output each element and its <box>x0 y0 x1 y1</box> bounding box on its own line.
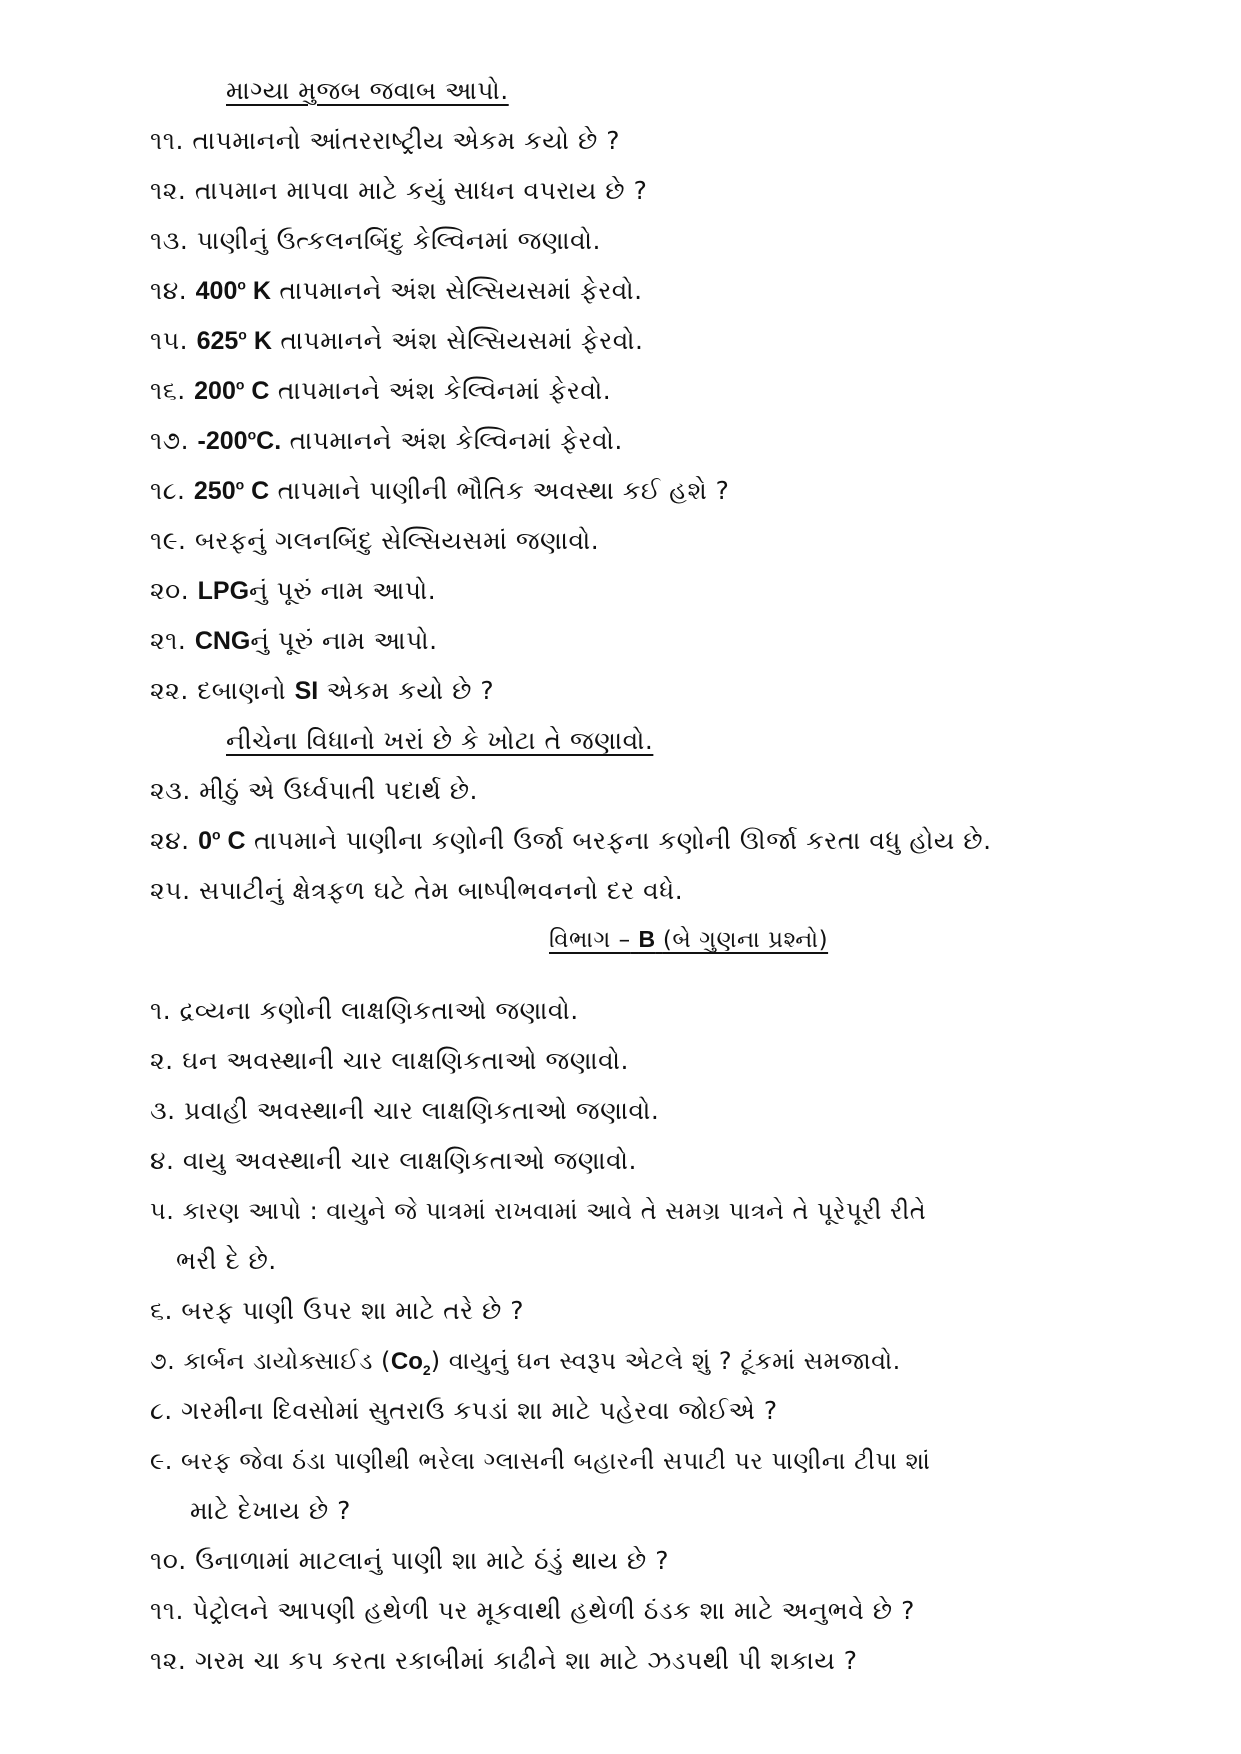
unit-letter: C. <box>256 427 282 455</box>
question-text: તાપમાન માપવા માટે કયું સાધન વપરાય છે ? <box>194 176 648 205</box>
question-number: ૬. <box>150 1296 173 1325</box>
question-a-21 <box>150 624 438 658</box>
question-b-2 <box>150 1044 629 1078</box>
abbreviation: SI <box>294 677 319 705</box>
question-text: મીઠું એ ઉર્ધ્વપાતી પદાર્થ છે. <box>199 776 478 805</box>
question-number: ૧૪. <box>150 276 188 305</box>
section-b-heading <box>549 922 828 957</box>
chemical-formula <box>390 1348 431 1378</box>
question-text: નું પૂરું નામ આપો. <box>250 626 438 655</box>
question-b-5 <box>150 1194 926 1228</box>
question-text: નું પૂરું નામ આપો. <box>249 576 437 605</box>
abbreviation: LPG <box>197 577 250 605</box>
value-number: 200 <box>194 377 236 405</box>
abbreviation: CNG <box>194 627 251 655</box>
question-number: ૯. <box>150 1447 173 1475</box>
section-b-heading-suffix: (બે ગુણના પ્રશ્નો) <box>662 927 829 953</box>
question-b-10 <box>150 1544 669 1578</box>
question-text: ) વાયુનું ઘન સ્વરૂપ એટલે શું ? ટૂંકમાં સમજાવો. <box>430 1347 901 1375</box>
question-number: ૧૧. <box>150 1596 184 1625</box>
question-text: પ્રવાહી અવસ્થાની ચાર લાક્ષણિકતાઓ જણાવો. <box>184 1096 660 1125</box>
question-b-12 <box>150 1644 858 1678</box>
question-number: ૧૮. <box>150 476 186 505</box>
question-a-22 <box>150 674 494 708</box>
degree-sign: o <box>211 826 221 843</box>
question-a-16 <box>150 374 611 408</box>
question-text: તાપમાનને અંશ કેલ્વિનમાં ફેરવો. <box>289 426 623 455</box>
section-b-letter: B <box>638 926 656 952</box>
unit-letter: C <box>251 477 270 505</box>
question-number: ૧૫. <box>150 326 189 355</box>
heading-answer-text: માગ્યા મુજબ જવાબ આપો. <box>226 76 509 105</box>
value-number: -200 <box>197 427 248 455</box>
question-number: ૨૫. <box>150 876 191 905</box>
value-number: 625 <box>196 327 239 355</box>
degree-sign: o <box>237 276 246 293</box>
degree-sign: o <box>235 476 245 493</box>
question-b-1 <box>150 994 579 1028</box>
degree-sign: o <box>247 426 257 443</box>
question-b-9 <box>150 1444 930 1478</box>
question-prefix: દબાણનો <box>197 676 287 705</box>
question-b-4 <box>150 1144 637 1178</box>
question-text: બરફ પાણી ઉપર શા માટે તરે છે ? <box>181 1296 525 1325</box>
question-prefix: કાર્બન ડાયોક્સાઈડ ( <box>183 1347 391 1375</box>
question-text: બરફનું ગલનબિંદુ સેલ્સિયસમાં જણાવો. <box>194 526 600 555</box>
question-text: એકમ કયો છે ? <box>326 676 495 705</box>
question-number: ૨૦. <box>150 576 190 605</box>
question-number: ૧૭. <box>150 426 190 455</box>
heading-true-false-text: નીચેના વિધાનો ખરાં છે કે ખોટા તે જણાવો. <box>226 726 654 755</box>
question-number: ૧૨. <box>150 176 187 205</box>
formula-subscript: 2 <box>422 1361 431 1378</box>
temperature-value <box>198 427 282 455</box>
question-a-14 <box>150 274 643 308</box>
question-number: ૧૨. <box>150 1646 187 1675</box>
temperature-value <box>198 827 245 855</box>
question-a-18 <box>150 474 729 508</box>
question-number: ૮. <box>150 1396 173 1425</box>
question-a-12 <box>150 174 647 208</box>
unit-letter: C <box>227 827 246 855</box>
unit-letter: K <box>252 277 271 305</box>
question-text: તાપમાનને અંશ સેલ્સિયસમાં ફેરવો. <box>280 326 644 355</box>
question-text: તાપમાનને અંશ કેલ્વિનમાં ફેરવો. <box>277 376 612 405</box>
heading-true-false <box>226 724 653 758</box>
value-number: 400 <box>195 277 238 305</box>
question-number: ૧૬. <box>150 376 186 405</box>
question-text: પાણીનું ઉત્કલનબિંદુ કેલ્વિનમાં જણાવો. <box>196 226 601 255</box>
question-b-6 <box>150 1294 524 1328</box>
question-a-20 <box>150 574 436 608</box>
value-number: 0 <box>198 827 212 855</box>
question-number: ૨૪. <box>150 826 190 855</box>
question-number: ૧. <box>150 996 172 1025</box>
question-a-17 <box>150 424 623 458</box>
question-b-7 <box>150 1344 901 1379</box>
question-number: ૧૯. <box>150 526 187 555</box>
question-number: ૨૨. <box>150 676 189 705</box>
question-number: ૫. <box>150 1197 175 1225</box>
question-b-5-continuation <box>176 1244 277 1278</box>
question-text: સપાટીનું ક્ષેત્રફળ ઘટે તેમ બાષ્પીભવનનો દર વધે. <box>199 876 684 905</box>
question-text: ગરમીના દિવસોમાં સુતરાઉ કપડાં શા માટે પહેરવા જોઈએ ? <box>181 1396 778 1425</box>
question-number: ૨. <box>150 1046 174 1075</box>
question-b-11 <box>150 1594 915 1628</box>
heading-answer <box>226 74 509 108</box>
temperature-value <box>194 477 269 505</box>
question-a-19 <box>150 524 599 558</box>
question-a-25 <box>150 874 683 908</box>
question-b-8 <box>150 1394 778 1428</box>
formula-text: Co <box>390 1348 423 1375</box>
question-text: ઘન અવસ્થાની ચાર લાક્ષણિકતાઓ જણાવો. <box>182 1046 629 1075</box>
question-text: તાપમાનનો આંતરરાષ્ટ્રીય એકમ કયો છે ? <box>192 126 621 155</box>
value-number: 250 <box>193 477 236 505</box>
question-number: ૩. <box>150 1096 176 1125</box>
question-text: બરફ જેવા ઠંડા પાણીથી ભરેલા ગ્લાસની બહારની સપાટી પર પાણીના ટીપા શાં <box>180 1447 931 1475</box>
question-text: ગરમ ચા કપ કરતા રકાબીમાં કાઢીને શા માટે ઝડપથી પી શકાય ? <box>194 1646 858 1675</box>
question-text-continued: ભરી દે છે. <box>176 1246 277 1275</box>
question-number: ૨૩. <box>150 776 191 805</box>
question-a-13 <box>150 224 601 258</box>
question-number: ૭. <box>150 1347 176 1375</box>
section-b-heading-prefix: વિભાગ – <box>549 927 631 953</box>
question-a-15 <box>150 324 643 358</box>
question-a-23 <box>150 774 478 808</box>
question-number: ૧૧. <box>150 126 184 155</box>
question-text: તાપમાને પાણીના કણોની ઉર્જા બરફના કણોની ઊર્જા કરતા વધુ હોય છે. <box>254 826 992 855</box>
question-b-3 <box>150 1094 659 1128</box>
unit-letter: C <box>251 377 270 405</box>
question-number: ૧૩. <box>150 226 189 255</box>
question-number: ૨૧. <box>150 626 187 655</box>
question-b-9-continuation <box>190 1494 351 1528</box>
question-number: ૧૦. <box>150 1546 187 1575</box>
question-number: ૪. <box>150 1146 175 1175</box>
degree-sign: o <box>235 376 245 393</box>
unit-letter: K <box>253 327 272 355</box>
question-text-continued: માટે દેખાય છે ? <box>190 1496 351 1525</box>
question-a-24 <box>150 824 992 858</box>
question-text: તાપમાનને અંશ સેલ્સિયસમાં ફેરવો. <box>279 276 643 305</box>
question-a-11 <box>150 124 620 158</box>
temperature-value <box>194 377 269 405</box>
temperature-value <box>197 327 272 355</box>
question-text: દ્રવ્યના કણોની લાક્ષણિકતાઓ જણાવો. <box>179 996 579 1025</box>
question-text: કારણ આપો : વાયુને જે પાત્રમાં રાખવામાં આવે તે સમગ્ર પાત્રને તે પૂરેપૂરી રીતે <box>182 1197 927 1225</box>
degree-sign: o <box>238 326 247 343</box>
temperature-value <box>196 277 271 305</box>
question-text: વાયુ અવસ્થાની ચાર લાક્ષણિકતાઓ જણાવો. <box>182 1146 637 1175</box>
question-text: ઉનાળામાં માટલાનું પાણી શા માટે ઠંડું થાય છે ? <box>195 1546 669 1575</box>
question-text: તાપમાને પાણીની ભૌતિક અવસ્થા કઈ હશે ? <box>277 476 730 505</box>
question-text: પેટ્રોલને આપણી હથેળી પર મૂકવાથી હથેળી ઠંડક શા માટે અનુભવે છે ? <box>192 1596 915 1625</box>
